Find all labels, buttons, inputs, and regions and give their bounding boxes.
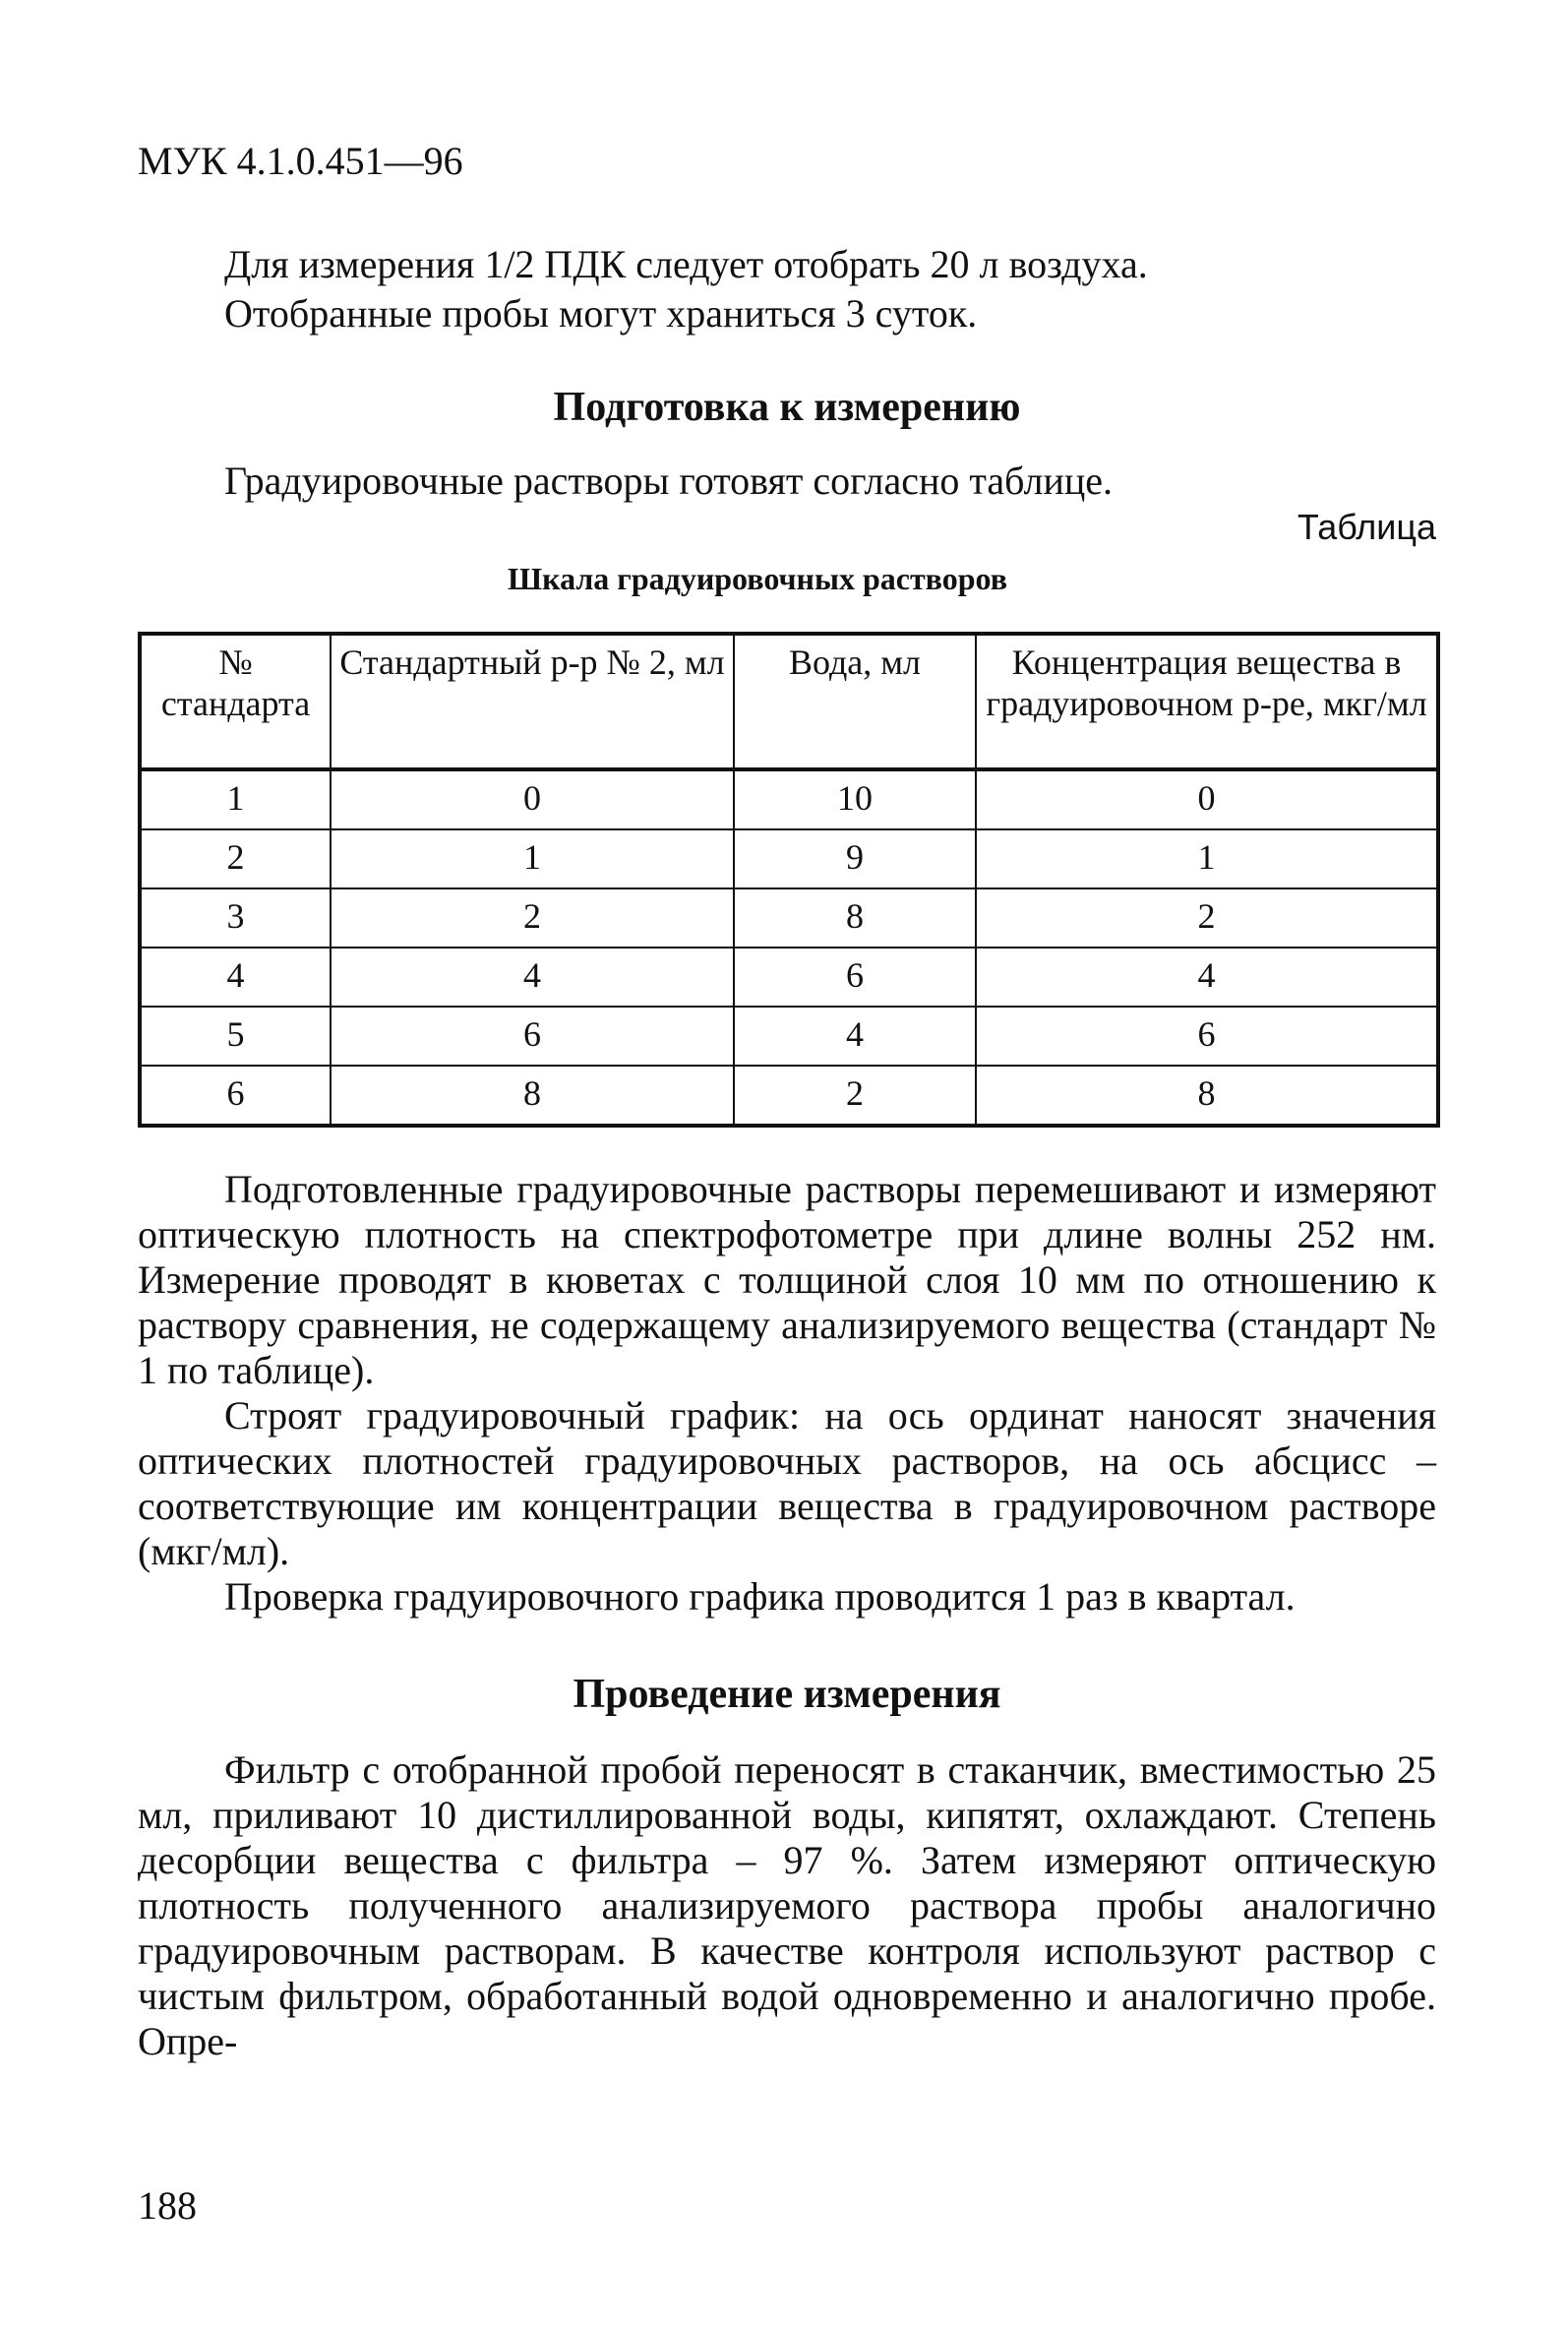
table-cell: 10: [734, 769, 976, 829]
paragraph-graph-check: Проверка градуировочного графика проводится 1 раз в квартал.: [224, 1574, 1296, 1619]
intro-line: Отобранные пробы могут храниться 3 суток.: [224, 291, 978, 336]
calibration-table: [138, 632, 1440, 1128]
table-cell: 2: [976, 888, 1438, 948]
table-row: [140, 1066, 1438, 1126]
table-cell: 8: [734, 888, 976, 948]
table-cell: 1: [976, 829, 1438, 888]
table-cell: 4: [140, 948, 331, 1007]
header-standard-solution: Стандартный р-р № 2, мл: [331, 634, 734, 769]
table-header-row: [140, 634, 1438, 769]
table-cell: 8: [331, 1066, 734, 1126]
table-cell: 6: [331, 1007, 734, 1066]
measurement-body: [138, 1747, 1436, 2064]
table-cell: 4: [734, 1007, 976, 1066]
table-cell: 2: [140, 829, 331, 888]
table-cell: 6: [140, 1066, 331, 1126]
table-cell: 5: [140, 1007, 331, 1066]
table-cell: 4: [331, 948, 734, 1007]
table-cell: 1: [331, 829, 734, 888]
paragraph-measurement-procedure: Подготовленные градуировочные растворы перемешивают и измеряют оптическую плотность на спектрофотометре при длине волны 252 нм. Измерение проводят в кюветах с толщиной слоя 10 мм по отношению к раствору сравнения, не содержащему анализируемого вещества (стандарт № 1 по таблице).: [138, 1167, 1436, 1392]
table-cell: 1: [140, 769, 331, 829]
table-cell: 9: [734, 829, 976, 888]
paragraph-measurement-steps: Фильтр с отобранной пробой переносят в стаканчик, вместимостью 25 мл, приливают 10 дистиллированной воды, кипятят, охлаждают. Степень десорбции вещества с фильтра – 97 %. Затем измеряют оптическую плотность полученного анализируемого раствора пробы аналогично градуировочным растворам. В качестве контроля используют раствор с чистым фильтром, обработанный водой одновременно и аналогично пробе. Опре-: [138, 1747, 1436, 2063]
document-code: МУК 4.1.0.451—96: [138, 139, 463, 183]
table-row: [140, 1007, 1438, 1066]
page-number: 188: [138, 2183, 197, 2228]
section-title-measurement: Проведение измерения: [573, 1672, 1001, 1717]
table-cell: 0: [976, 769, 1438, 829]
table-row: [140, 769, 1438, 829]
table-cell: 2: [734, 1066, 976, 1126]
table-cell: 6: [734, 948, 976, 1007]
header-concentration: Концентрация вещества в градуировочном р-ре, мкг/мл: [976, 634, 1438, 769]
table-caption: Шкала градуировочных растворов: [507, 561, 1008, 596]
table-label: Таблица: [1297, 507, 1436, 547]
table-cell: 2: [331, 888, 734, 948]
table-cell: 3: [140, 888, 331, 948]
table-cell: 0: [331, 769, 734, 829]
body-paragraphs: [138, 1167, 1436, 1620]
paragraph-calibration-graph: Строят градуировочный график: на ось ординат наносят значения оптических плотностей градуировочных растворов, на ось абсцисс – соответствующие им концентрации вещества в градуировочном растворе (мкг/мл).: [138, 1393, 1436, 1573]
table-row: [140, 829, 1438, 888]
header-standard-number: № стандарта: [140, 634, 331, 769]
section-title-preparation: Подготовка к измерению: [553, 385, 1021, 430]
header-water: Вода, мл: [734, 634, 976, 769]
table-cell: 4: [976, 948, 1438, 1007]
table-row: [140, 888, 1438, 948]
intro-line: Для измерения 1/2 ПДК следует отобрать 20 л воздуха.: [224, 242, 1148, 286]
table-cell: 6: [976, 1007, 1438, 1066]
intro-text: [224, 240, 1454, 338]
table-cell: 8: [976, 1066, 1438, 1126]
preparation-lead: Градуировочные растворы готовят согласно таблице.: [224, 459, 1114, 503]
table-row: [140, 948, 1438, 1007]
